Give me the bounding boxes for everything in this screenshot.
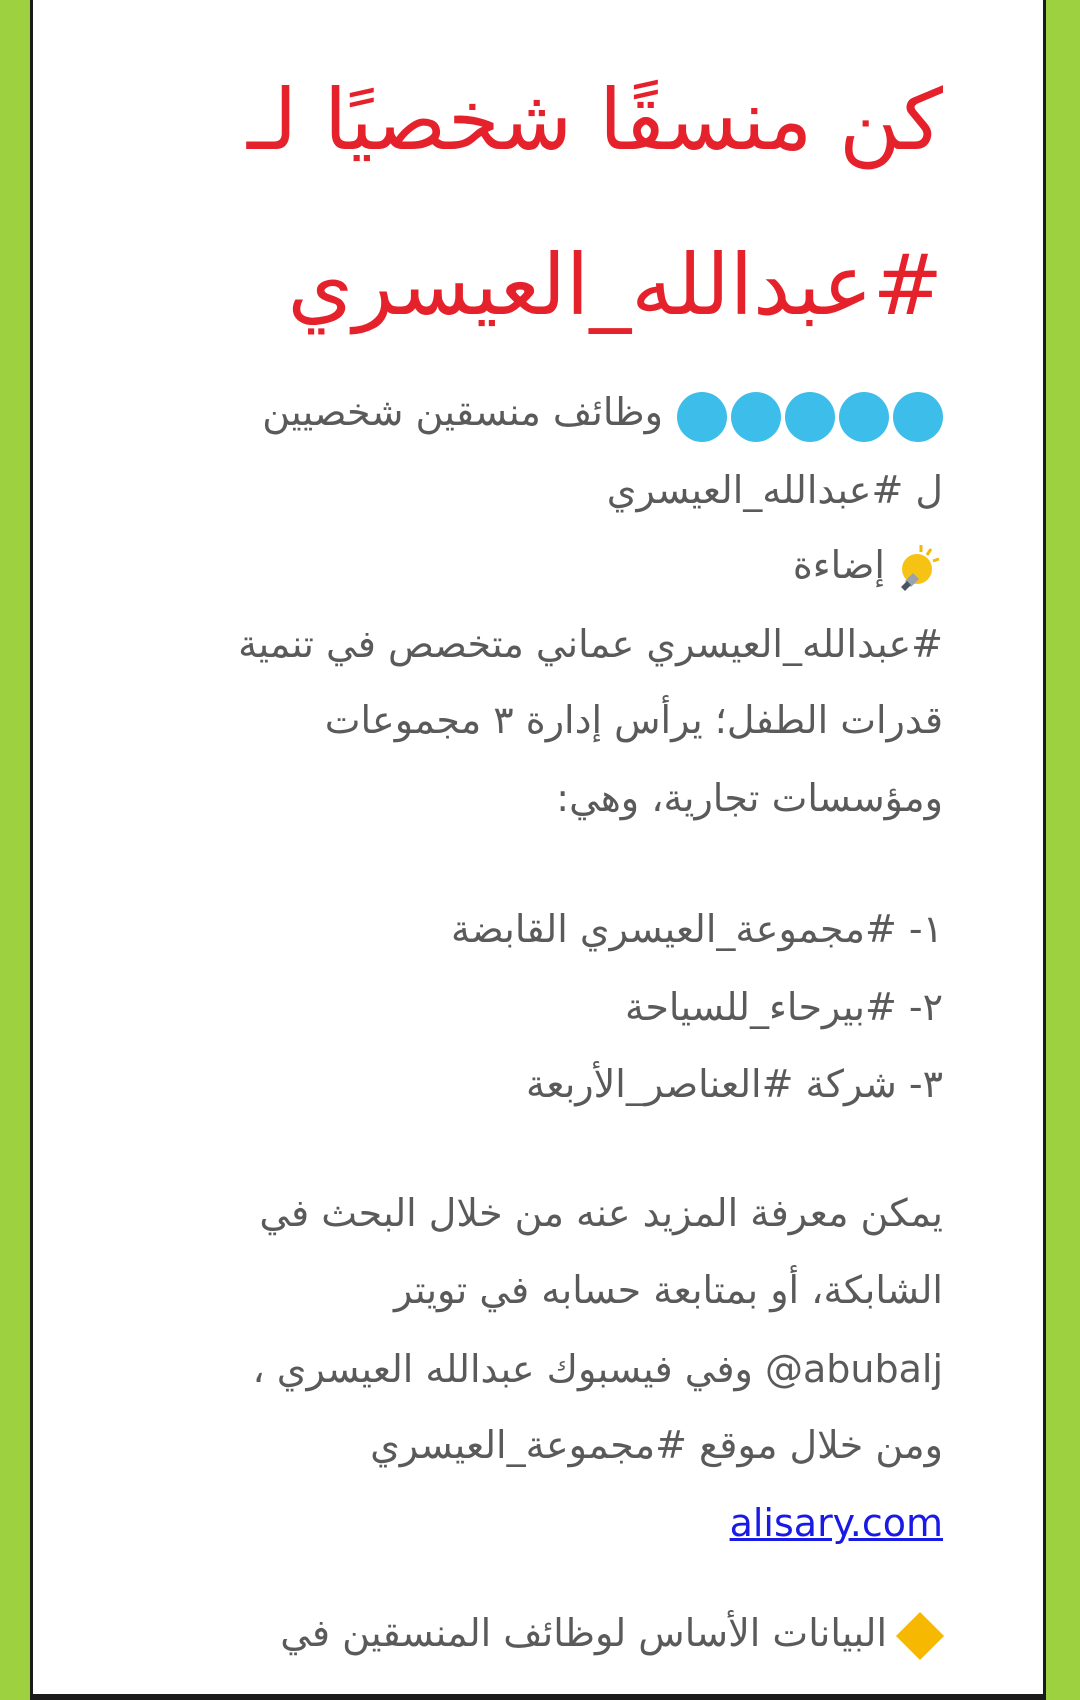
article-paper	[30, 0, 1046, 1700]
website-link[interactable]: alisary.com	[729, 1501, 943, 1545]
blue-circle-icon	[785, 392, 835, 442]
more-info-line-4: ومن خلال موقع #مجموعة_العيسري	[370, 1423, 943, 1467]
blue-circle-icon	[839, 392, 889, 442]
intro-text-3: إضاءة	[792, 543, 885, 587]
intro-line-3	[793, 535, 943, 595]
blue-circle-icon	[893, 392, 943, 442]
page-title-line-1: كن منسقًا شخصيًا لـ	[247, 71, 943, 169]
orange-diamond-icon	[896, 1611, 944, 1659]
intro-line-1	[262, 382, 943, 445]
list-item: ٢- #بيرحاء_للسياحة	[625, 985, 943, 1029]
basics-text-1: البيانات الأساس لوظائف المنسقين في	[280, 1611, 887, 1655]
blue-circles-icon	[673, 385, 943, 445]
more-info-line-3: abubalj@ وفي فيسبوك عبدالله العيسري ،	[252, 1347, 943, 1391]
description-line-3: ومؤسسات تجارية، وهي:	[556, 776, 943, 820]
description-line-1: #عبدالله_العيسري عماني متخصص في تنمية	[238, 622, 943, 666]
intro-text-1: وظائف منسقين شخصيين	[262, 390, 663, 434]
page-title-line-2: #عبدالله_العيسري	[287, 236, 943, 334]
intro-line-2: ل #عبدالله_العيسري	[606, 468, 943, 512]
basics-line-1	[280, 1603, 943, 1663]
bottom-border	[33, 1694, 1043, 1700]
list-item: ١- #مجموعة_العيسري القابضة	[450, 907, 943, 951]
description-line-2: قدرات الطفل؛ يرأس إدارة ٣ مجموعات	[324, 698, 943, 742]
website-link-line	[730, 1493, 943, 1553]
list-item: ٣- شركة #العناصر_الأربعة	[525, 1062, 943, 1106]
blue-circle-icon	[677, 392, 727, 442]
blue-circle-icon	[731, 392, 781, 442]
light-bulb-icon	[893, 543, 943, 593]
more-info-line-1: يمكن معرفة المزيد عنه من خلال البحث في	[259, 1191, 943, 1235]
more-info-line-2: الشابكة، أو بمتابعة حسابه في تويتر	[394, 1268, 943, 1312]
